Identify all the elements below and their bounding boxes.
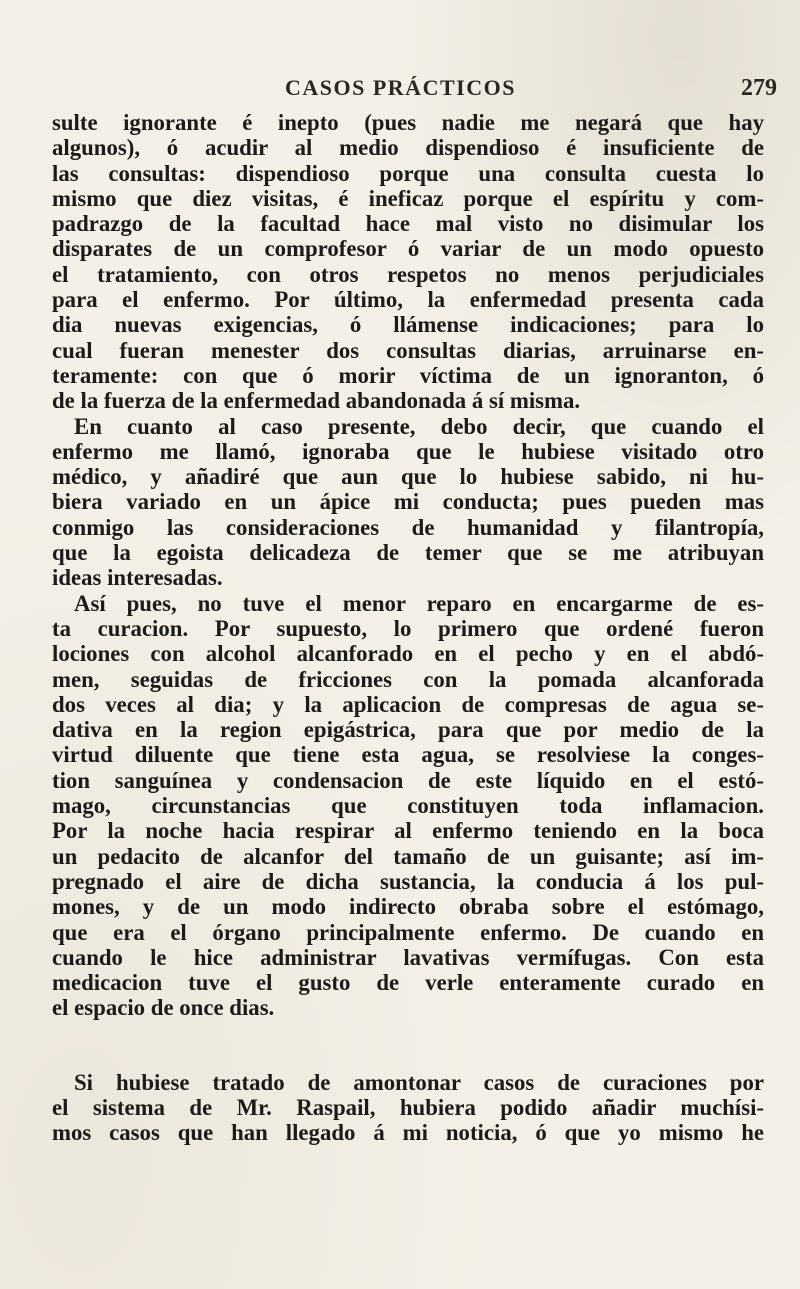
text-line: dos veces al dia; y la aplicacion de compresas de agua se- [52, 691, 764, 717]
text-line: el sistema de Mr. Raspail, hubiera podido añadir muchísi- [52, 1094, 764, 1120]
text-line: de la fuerza de la enfermedad abandonada á sí misma. [52, 388, 581, 414]
text-line: para el enfermo. Por último, la enfermedad presenta cada [52, 287, 764, 313]
text-line: lociones con alcohol alcanforado en el pecho y en el abdó- [52, 641, 764, 667]
body-text [52, 110, 764, 1146]
text-line: mos casos que han llegado á mi noticia, ó que yo mismo he [52, 1120, 764, 1146]
paragraph [52, 1070, 764, 1146]
text-line: Así pues, no tuve el menor reparo en encargarme de es- [74, 590, 764, 616]
text-line: mago, circunstancias que constituyen toda inflamacion. [52, 793, 764, 819]
text-line: cual fueran menester dos consultas diarias, arruinarse en- [52, 337, 764, 363]
text-line: men, seguidas de fricciones con la pomada alcanforada [52, 666, 764, 692]
text-line: que era el órgano principalmente enfermo. De cuando en [52, 919, 764, 945]
text-line: padrazgo de la facultad hace mal visto no disimular los [52, 211, 764, 237]
text-line: biera variado en un ápice mi conducta; pues pueden mas [52, 489, 764, 515]
page-number: 279 [741, 75, 777, 101]
text-line: enfermo me llamó, ignoraba que le hubiese visitado otro [52, 438, 764, 464]
text-line: mones, y de un modo indirecto obraba sobre el estómago, [52, 894, 764, 920]
text-line: teramente: con que ó morir víctima de un ignoranton, ó [52, 362, 764, 388]
paragraph [52, 591, 764, 1021]
text-line: sulte ignorante é inepto (pues nadie me negará que hay [52, 110, 764, 135]
text-line: que la egoista delicadeza de temer que se me atribuyan [52, 540, 764, 566]
text-line: Por la noche hacia respirar al enfermo teniendo en la boca [52, 818, 764, 844]
paragraph-gap [52, 1021, 764, 1070]
text-line: disparates de un comprofesor ó variar de un modo opuesto [52, 236, 764, 262]
text-line: virtud diluente que tiene esta agua, se resolviese la conges- [52, 742, 764, 768]
paragraph [52, 414, 764, 591]
running-title: CASOS PRÁCTICOS [285, 75, 516, 100]
text-line: Si hubiese tratado de amontonar casos de curaciones por [74, 1069, 764, 1095]
text-line: el espacio de once dias. [52, 995, 275, 1021]
paragraph [52, 110, 764, 414]
text-line: médico, y añadiré que aun que lo hubiese sabido, ni hu- [52, 464, 764, 490]
text-line: dia nuevas exigencias, ó llámense indicaciones; para lo [52, 312, 764, 338]
page-header [0, 75, 800, 105]
text-line: ta curacion. Por supuesto, lo primero que ordené fueron [52, 615, 764, 641]
text-line: dativa en la region epigástrica, para que por medio de la [52, 717, 764, 743]
text-line: tion sanguínea y condensacion de este líquido en el estó- [52, 767, 764, 793]
text-line: el tratamiento, con otros respetos no menos perjudiciales [52, 261, 764, 287]
text-line: las consultas: dispendioso porque una consulta cuesta lo [52, 160, 764, 186]
text-line: un pedacito de alcanfor del tamaño de un guisante; así im- [52, 843, 764, 869]
text-line: medicacion tuve el gusto de verle enteramente curado en [52, 970, 764, 996]
text-line: pregnado el aire de dicha sustancia, la conducia á los pul- [52, 868, 764, 894]
text-line: ideas interesadas. [52, 565, 223, 591]
text-line: conmigo las consideraciones de humanidad y filantropía, [52, 514, 764, 540]
text-line: algunos), ó acudir al medio dispendioso é insuficiente de [52, 135, 764, 161]
text-line: mismo que diez visitas, é ineficaz porque el espíritu y com- [52, 185, 764, 211]
text-line: cuando le hice administrar lavativas vermífugas. Con esta [52, 944, 764, 970]
text-line: En cuanto al caso presente, debo decir, que cuando el [74, 413, 764, 439]
